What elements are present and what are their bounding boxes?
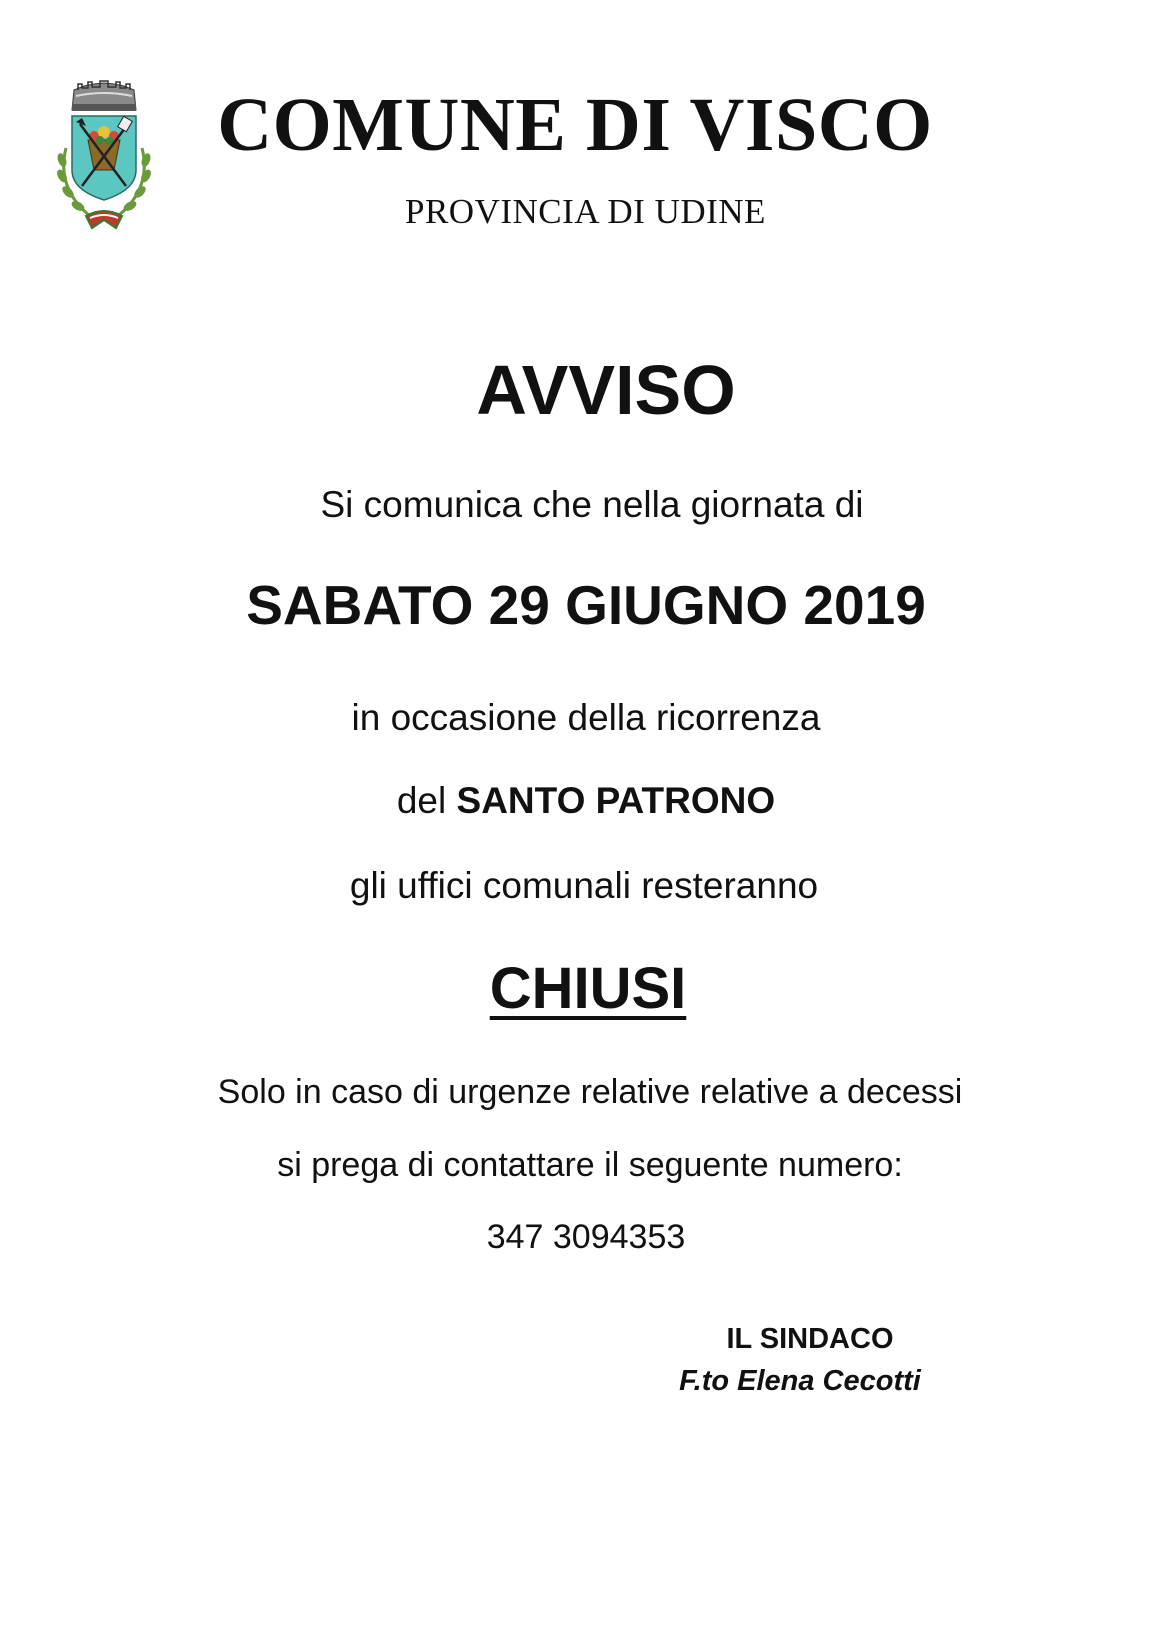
patron-name: SANTO PATRONO <box>456 780 776 821</box>
signature-name: F.to Elena Cecotti <box>679 1365 921 1397</box>
patron-line <box>10 780 1152 822</box>
urgency-line-2: si prega di contattare il seguente numero: <box>277 1146 903 1184</box>
signature-role: IL SINDACO <box>726 1323 894 1355</box>
municipality-title: COMUNE DI VISCO <box>217 83 933 167</box>
province-subtitle: PROVINCIA DI UDINE <box>405 192 766 231</box>
notice-heading: AVVISO <box>476 351 736 429</box>
closed-status: CHIUSI <box>489 956 687 1021</box>
municipal-coat-of-arms-icon <box>50 78 158 238</box>
contact-phone: 347 3094353 <box>486 1218 686 1256</box>
notice-intro: Si comunica che nella giornata di <box>320 484 864 525</box>
offices-text: gli uffici comunali resteranno <box>349 865 819 906</box>
occasion-text: in occasione della ricorrenza <box>351 697 821 738</box>
closure-date: SABATO 29 GIUGNO 2019 <box>246 574 926 636</box>
patron-prefix: del <box>396 780 447 821</box>
urgency-line-1: Solo in caso di urgenze relative relative a decessi <box>217 1073 963 1111</box>
closed-status-line <box>12 955 1152 1022</box>
